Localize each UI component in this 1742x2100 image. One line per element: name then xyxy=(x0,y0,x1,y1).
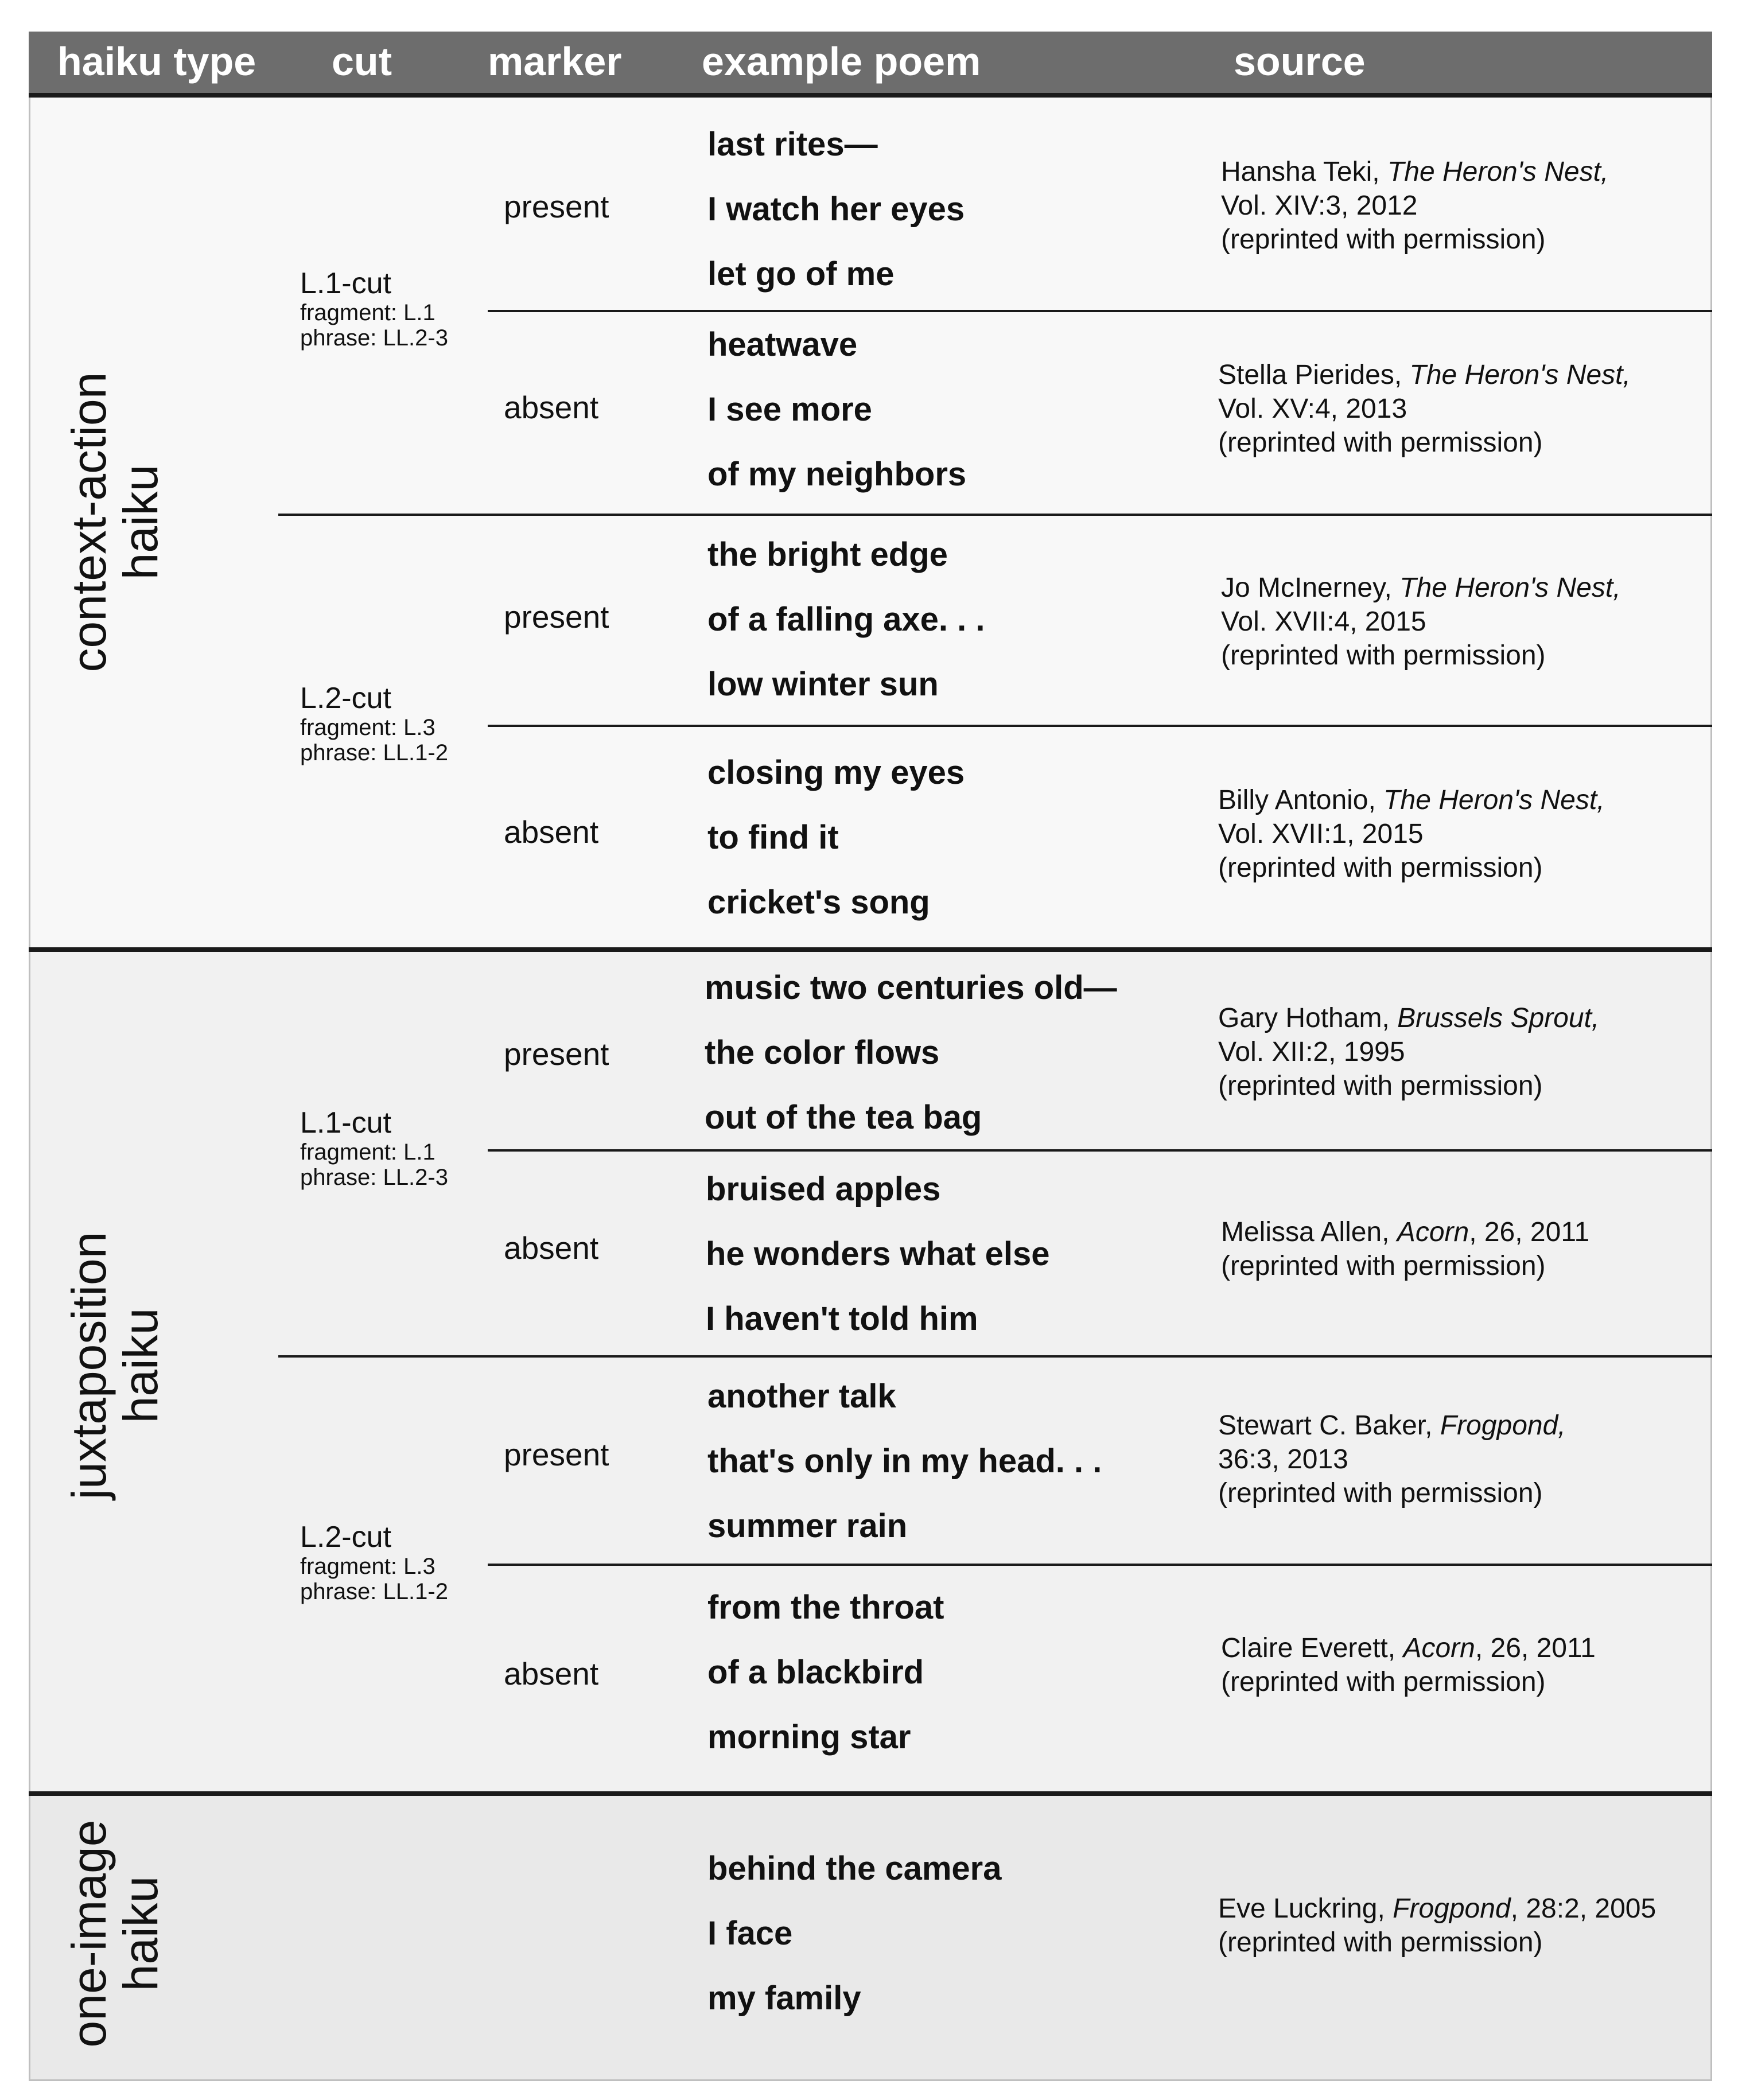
poem-source: Hansha Teki, The Heron's Nest, Vol. XIV:3, 2012 (reprinted with permission) xyxy=(1221,157,1609,255)
cut-label: L.2-cut fragment: L.3 phrase: LL.1-2 xyxy=(300,682,448,765)
cut-divider xyxy=(278,514,1712,516)
header-haiku-type: haiku type xyxy=(57,39,256,84)
cut-divider xyxy=(278,1355,1712,1358)
section-label: one-image haiku xyxy=(62,1819,168,2048)
row-divider xyxy=(488,725,1712,727)
section-label: context-action haiku xyxy=(62,372,168,672)
example-poem: the bright edge of a falling axe. . . low winter sun xyxy=(707,536,985,703)
example-poem: last rites— I watch her eyes let go of me xyxy=(707,126,965,293)
poem-source: Gary Hotham, Brussels Sprout, Vol. XII:2, 1995 (reprinted with permission) xyxy=(1218,1003,1600,1101)
poem-source: Claire Everett, Acorn, 26, 2011 (reprinted with permission) xyxy=(1221,1633,1596,1697)
marker-absent: absent xyxy=(504,814,599,850)
marker-absent: absent xyxy=(504,390,599,425)
example-poem: closing my eyes to find it cricket's song xyxy=(707,754,965,921)
poem-source: Jo McInerney, The Heron's Nest, Vol. XVII:4, 2015 (reprinted with permission) xyxy=(1221,573,1621,671)
section-divider xyxy=(29,947,1712,952)
marker-absent: absent xyxy=(504,1656,599,1691)
poem-source: Stella Pierides, The Heron's Nest, Vol. XV:4, 2013 (reprinted with permission) xyxy=(1218,360,1631,458)
cut-label: L.1-cut fragment: L.1 phrase: LL.2-3 xyxy=(300,267,448,351)
poem-source: Eve Luckring, Frogpond, 28:2, 2005 (reprinted with permission) xyxy=(1218,1893,1657,1958)
marker-present: present xyxy=(504,1437,609,1472)
cut-label: L.2-cut fragment: L.3 phrase: LL.1-2 xyxy=(300,1520,448,1604)
poem-source: Melissa Allen, Acorn, 26, 2011 (reprinted with permission) xyxy=(1221,1217,1590,1281)
header-marker: marker xyxy=(488,39,622,84)
example-poem: from the throat of a blackbird morning star xyxy=(707,1589,944,1756)
section-label: juxtaposition haiku xyxy=(62,1231,168,1500)
header-example-poem: example poem xyxy=(702,39,981,84)
header-cut: cut xyxy=(332,39,392,84)
table-header xyxy=(29,32,1712,98)
section-divider xyxy=(29,1791,1712,1796)
row-divider xyxy=(488,1149,1712,1152)
poem-source: Stewart C. Baker, Frogpond, 36:3, 2013 (reprinted with permission) xyxy=(1218,1410,1566,1508)
row-divider xyxy=(488,1564,1712,1566)
example-poem: another talk that's only in my head. . . summer rain xyxy=(707,1378,1102,1545)
example-poem: behind the camera I face my family xyxy=(707,1850,1002,2017)
row-divider xyxy=(488,310,1712,312)
cut-label: L.1-cut fragment: L.1 phrase: LL.2-3 xyxy=(300,1106,448,1190)
header-source: source xyxy=(1234,39,1366,84)
example-poem: bruised apples he wonders what else I haven't told him xyxy=(706,1170,1050,1337)
marker-absent: absent xyxy=(504,1230,599,1266)
marker-present: present xyxy=(504,1036,609,1072)
marker-present: present xyxy=(504,189,609,224)
example-poem: music two centuries old— the color flows out of the tea bag xyxy=(705,969,1117,1136)
example-poem: heatwave I see more of my neighbors xyxy=(707,326,967,493)
poem-source: Billy Antonio, The Heron's Nest, Vol. XVII:1, 2015 (reprinted with permission) xyxy=(1218,785,1605,883)
marker-present: present xyxy=(504,599,609,635)
